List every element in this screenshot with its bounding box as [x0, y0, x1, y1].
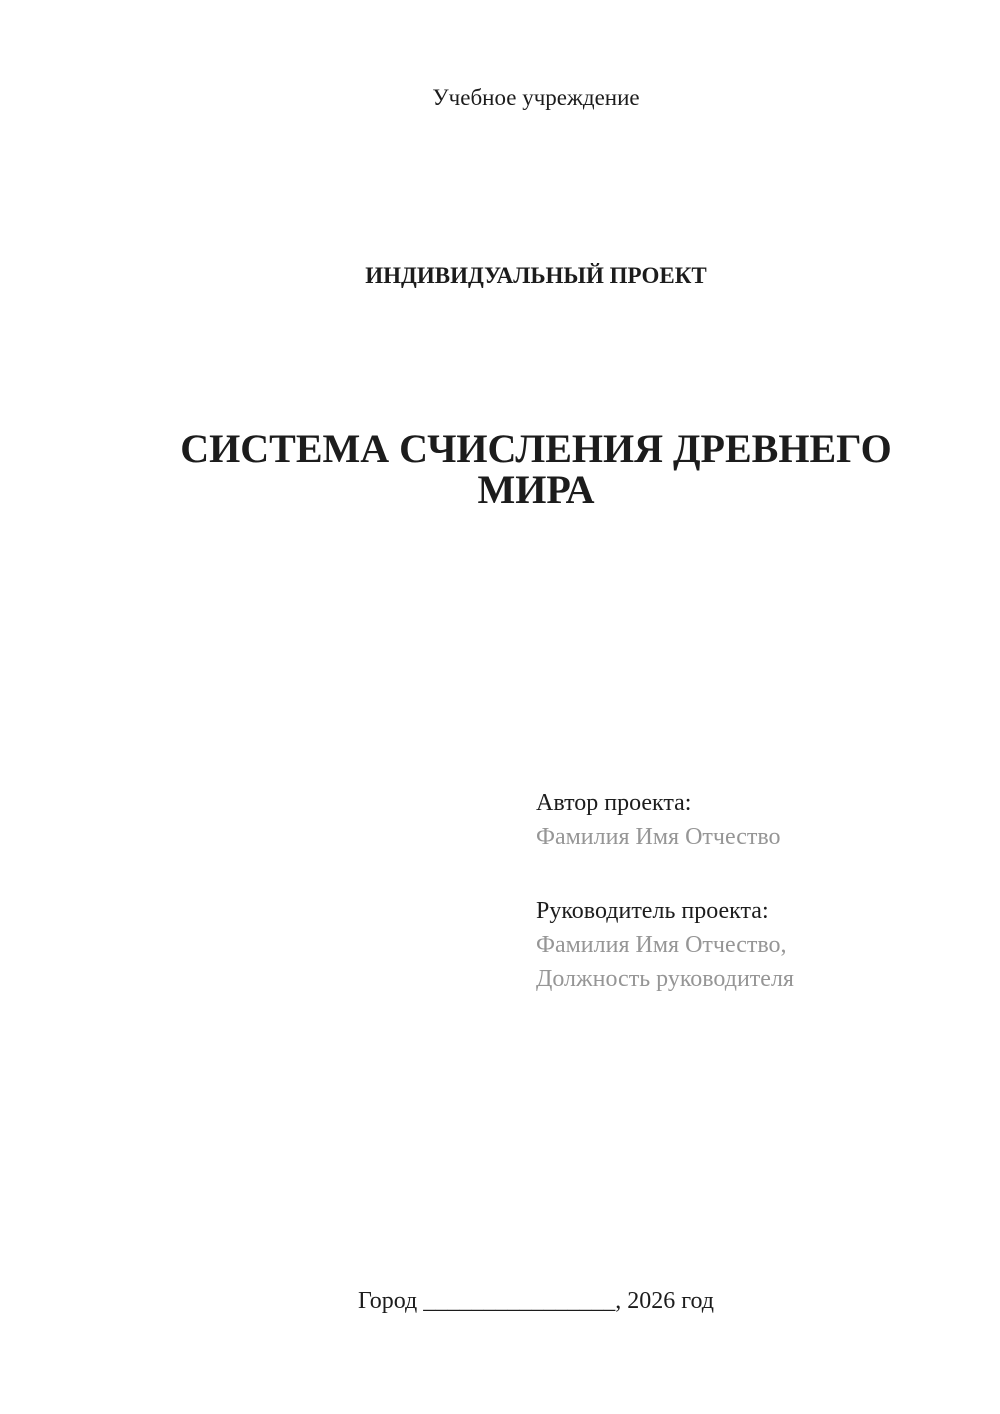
supervisor-label: Руководитель проекта: — [536, 898, 769, 924]
supervisor-name-placeholder: Фамилия Имя Отчество, — [536, 932, 787, 958]
credits-spacer — [536, 854, 794, 894]
credits-block — [536, 786, 794, 996]
supervisor-position-placeholder: Должность руководителя — [536, 966, 794, 992]
project-type-heading: ИНДИВИДУАЛЬНЫЙ ПРОЕКТ — [365, 263, 707, 288]
document-title: СИСТЕМА СЧИСЛЕНИЯ ДРЕВНЕГО МИРА — [180, 426, 892, 512]
institution-line: Учебное учреждение — [432, 85, 640, 110]
city-year-line: Город ________________, 2026 год — [357, 1288, 715, 1314]
author-name-placeholder: Фамилия Имя Отчество — [536, 824, 781, 850]
author-label: Автор проекта: — [536, 790, 692, 816]
